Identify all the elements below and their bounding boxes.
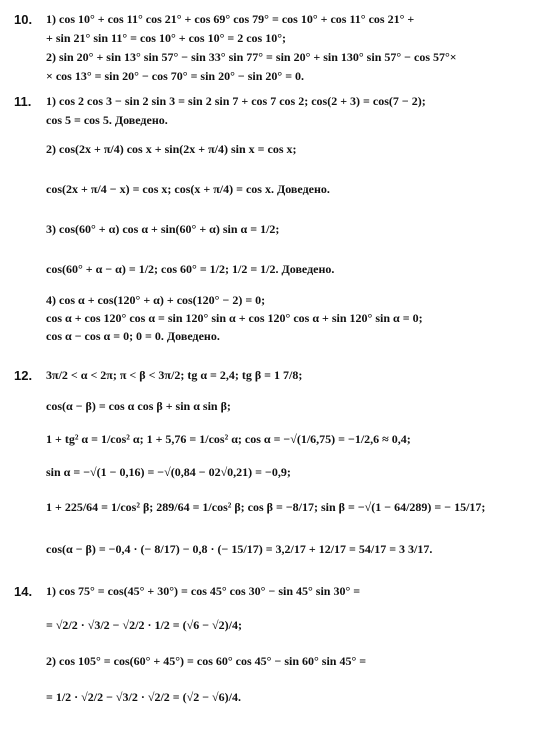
solution-line: 1) cos 10° + cos 11° cos 21° + cos 69° cos 79° = cos 10° + cos 11° cos 21° + (46, 12, 415, 26)
solution-line: 4) cos α + cos(120° + α) + cos(120° − 2) = 0; (46, 293, 266, 307)
problem-number: 10. (14, 12, 33, 27)
solution-line: 1 + 225/64 = 1/cos² β; 289/64 = 1/cos² β; cos β = −8/17; sin β = −√(1 − 64/289) = − 15/17; (46, 500, 486, 514)
solution-line: 3π/2 < α < 2π; π < β < 3π/2; tg α = 2,4; tg β = 1 7/8; (46, 368, 303, 382)
solution-line: = √2/2 · √3/2 − √2/2 · 1/2 = (√6 − √2)/4; (46, 618, 242, 632)
problem-number: 12. (14, 368, 33, 383)
solution-line: cos α − cos α = 0; 0 = 0. Доведено. (46, 329, 220, 343)
solution-line: + sin 21° sin 11° = cos 10° + cos 10° = 2 cos 10°; (46, 31, 287, 45)
problem-number: 11. (14, 94, 32, 109)
solution-line: 1) cos 75° = cos(45° + 30°) = cos 45° cos 30° − sin 45° sin 30° = (46, 584, 361, 598)
solution-line: cos α + cos 120° cos α = sin 120° sin α + cos 120° cos α + sin 120° sin α = 0; (46, 311, 423, 325)
solution-line: sin α = −√(1 − 0,16) = −√(0,84 − 02√0,21) = −0,9; (46, 465, 291, 479)
solution-line: 2) cos 105° = cos(60° + 45°) = cos 60° cos 45° − sin 60° sin 45° = (46, 654, 367, 668)
solution-line: 3) cos(60° + α) cos α + sin(60° + α) sin α = 1/2; (46, 222, 280, 236)
problem-number: 14. (14, 584, 33, 599)
solution-line: cos(α − β) = cos α cos β + sin α sin β; (46, 399, 231, 413)
solution-line: 1 + tg² α = 1/cos² α; 1 + 5,76 = 1/cos² α; cos α = −√(1/6,75) = −1/2,6 ≈ 0,4; (46, 432, 411, 446)
solution-line: cos(α − β) = −0,4 · (− 8/17) − 0,8 · (− 15/17) = 3,2/17 + 12/17 = 54/17 = 3 3/17. (46, 542, 433, 556)
solution-line: 2) sin 20° + sin 13° sin 57° − sin 33° sin 77° = sin 20° + sin 130° sin 57° − cos 57°× (46, 50, 457, 64)
solution-line: cos(60° + α − α) = 1/2; cos 60° = 1/2; 1/2 = 1/2. Доведено. (46, 262, 335, 276)
solution-line: 1) cos 2 cos 3 − sin 2 sin 3 = sin 2 sin 7 + cos 7 cos 2; cos(2 + 3) = cos(7 − 2); (46, 94, 426, 108)
solution-line: cos(2x + π/4 − x) = cos x; cos(x + π/4) = cos x. Доведено. (46, 182, 330, 196)
solution-line: = 1/2 · √2/2 − √3/2 · √2/2 = (√2 − √6)/4. (46, 690, 241, 704)
solution-line: × cos 13° = sin 20° − cos 70° = sin 20° − sin 20° = 0. (46, 69, 305, 83)
solution-line: cos 5 = cos 5. Доведено. (46, 113, 168, 127)
solution-line: 2) cos(2x + π/4) cos x + sin(2x + π/4) sin x = cos x; (46, 142, 297, 156)
